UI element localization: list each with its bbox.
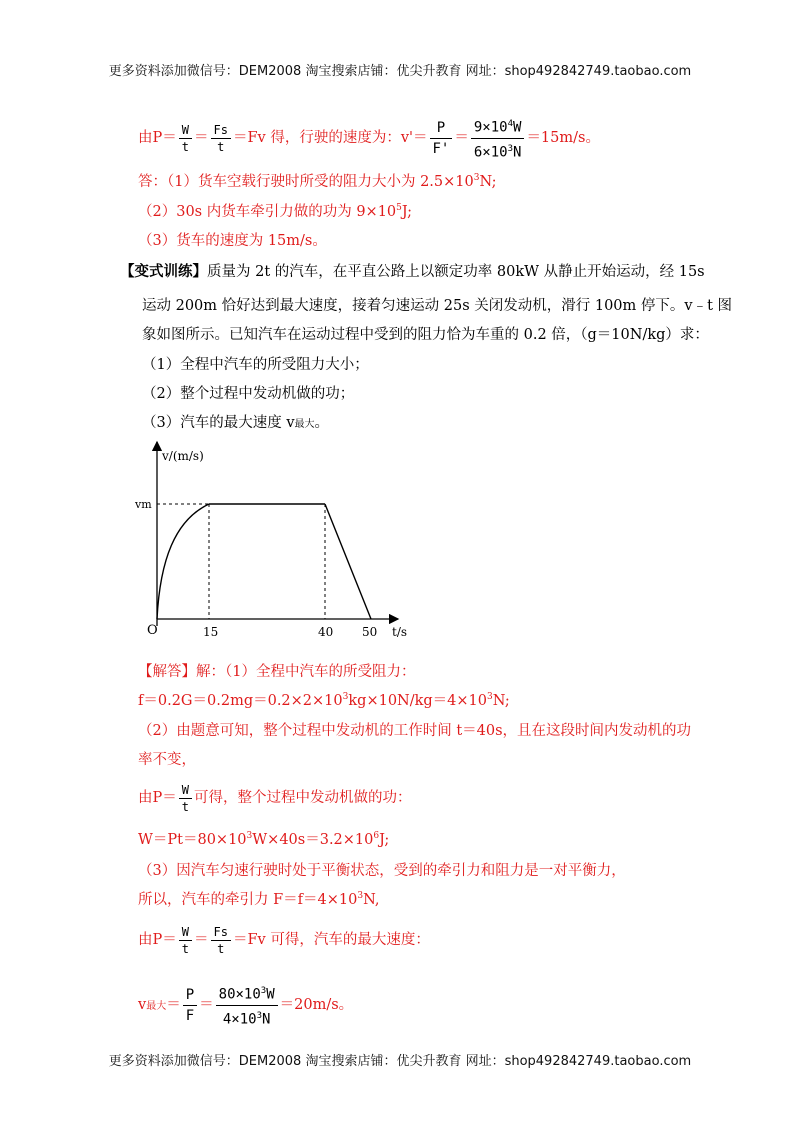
fraction-w-t: $\frac{W}{t}$ bbox=[179, 782, 192, 815]
solution-line-4: 率不变， bbox=[138, 752, 196, 768]
answer-1: 答：（1）货车空载行驶时所受的阻力大小为 $2.5\times 10^3N$; bbox=[138, 173, 497, 190]
question-3: （3）汽车的最大速度 v最大。 bbox=[142, 415, 330, 431]
exercise-line-2: 运动 200m 恰好达到最大速度，接着匀速运动 25s 关闭发动机，滑行 100m 停下。v﹣t 图 bbox=[142, 298, 733, 314]
page-header: 更多资料添加微信号：DEM2008 淘宝搜索店铺：优尖升教育 网址：shop492842749.taobao.com bbox=[108, 64, 692, 79]
solution-line-8: 所以，汽车的牵引力 $F=f=4\times 10^3N$, bbox=[138, 891, 380, 908]
solution-line-2: $f=0.2G=0.2mg=0.2\times 2\times 10^3kg\times 10N/kg=4\times 10^3N$; bbox=[138, 692, 510, 709]
exercise-line-3: 象如图所示。已知汽车在运动过程中受到的阻力恰为车重的 0.2 倍，（g＝10N/kg）求： bbox=[142, 327, 709, 343]
fraction-fs-t: $\frac{Fs}{t}$ bbox=[211, 924, 231, 957]
tick-15: 15 bbox=[203, 625, 219, 639]
page-footer: 更多资料添加微信号：DEM2008 淘宝搜索店铺：优尖升教育 网址：shop492842749.taobao.com bbox=[108, 1054, 692, 1069]
fraction-p-f: $\frac{P}{F}$ bbox=[183, 985, 197, 1026]
fraction-p-f: $\frac{P}{F'}$ bbox=[430, 118, 453, 159]
top-formula: 由P＝ $\frac{W}{t}$ ＝ $\frac{Fs}{t}$ ＝Fv 得，行驶的速度为：v'＝ $\frac{P}{F'}$ ＝ $\frac{9\times 10^4W}{6\times 10^3N}$ ＝15m/s。 bbox=[138, 114, 600, 162]
solution-tag: 【解答】 bbox=[138, 664, 196, 680]
exercise-tag: 【变式训练】 bbox=[120, 263, 207, 280]
fraction-fs-t: $\frac{Fs}{t}$ bbox=[211, 122, 231, 155]
decel-segment bbox=[325, 504, 371, 619]
solution-line-6: $W=Pt=80\times 10^3W\times 40s=3.2\times 10^6J$; bbox=[138, 831, 390, 848]
solution-line-7: （3）因汽车匀速行驶时处于平衡状态，受到的牵引力和阻力是一对平衡力， bbox=[138, 863, 626, 879]
answer-2: （2）30s 内货车牵引力做的功为 $9\times 10^5J$; bbox=[138, 203, 413, 220]
question-1: （1）全程中汽车的所受阻力大小； bbox=[142, 357, 369, 373]
exercise-line-1: 【变式训练】质量为 2t 的汽车，在平直公路上以额定功率 80kW 从静止开始运动，经 15s bbox=[120, 263, 705, 280]
origin-label: O bbox=[147, 623, 158, 638]
fraction-w-t: $\frac{W}{t}$ bbox=[179, 924, 192, 957]
formula-text: 由P＝ bbox=[138, 130, 177, 147]
solution-line-1: 【解答】解：（1）全程中汽车的所受阻力： bbox=[138, 664, 416, 680]
accel-curve bbox=[157, 504, 209, 619]
vm-label: vm bbox=[135, 498, 152, 511]
fraction-power-force: $\frac{80\times 10^3W}{4\times 10^3N}$ bbox=[216, 981, 278, 1029]
tick-40: 40 bbox=[318, 625, 334, 639]
solution-line-3: （2）由题意可知，整个过程中发动机的工作时间 t＝40s，且在这段时间内发动机的功 bbox=[138, 723, 692, 739]
fraction-w-t: $\frac{W}{t}$ bbox=[179, 122, 192, 155]
question-2: （2）整个过程中发动机做的功； bbox=[142, 386, 355, 402]
y-axis-label: v/(m/s) bbox=[162, 449, 204, 463]
x-axis-label: t/s bbox=[392, 625, 408, 639]
solution-line-9: 由P＝ $\frac{W}{t}$ ＝ $\frac{Fs}{t}$ ＝Fv 可得，汽车的最大速度： bbox=[138, 924, 430, 956]
solution-line-10: v最大＝ $\frac{P}{F}$ ＝ $\frac{80\times 10^3W}{4\times 10^3N}$ ＝20m/s。 bbox=[138, 980, 353, 1032]
solution-line-5: 由P＝ $\frac{W}{t}$ 可得，整个过程中发动机做的功： bbox=[138, 782, 412, 814]
tick-50: 50 bbox=[362, 625, 378, 639]
answer-3: （3）货车的速度为 15m/s。 bbox=[138, 233, 327, 249]
fraction-power-force: $\frac{9\times 10^4W}{6\times 10^3N}$ bbox=[471, 114, 525, 162]
